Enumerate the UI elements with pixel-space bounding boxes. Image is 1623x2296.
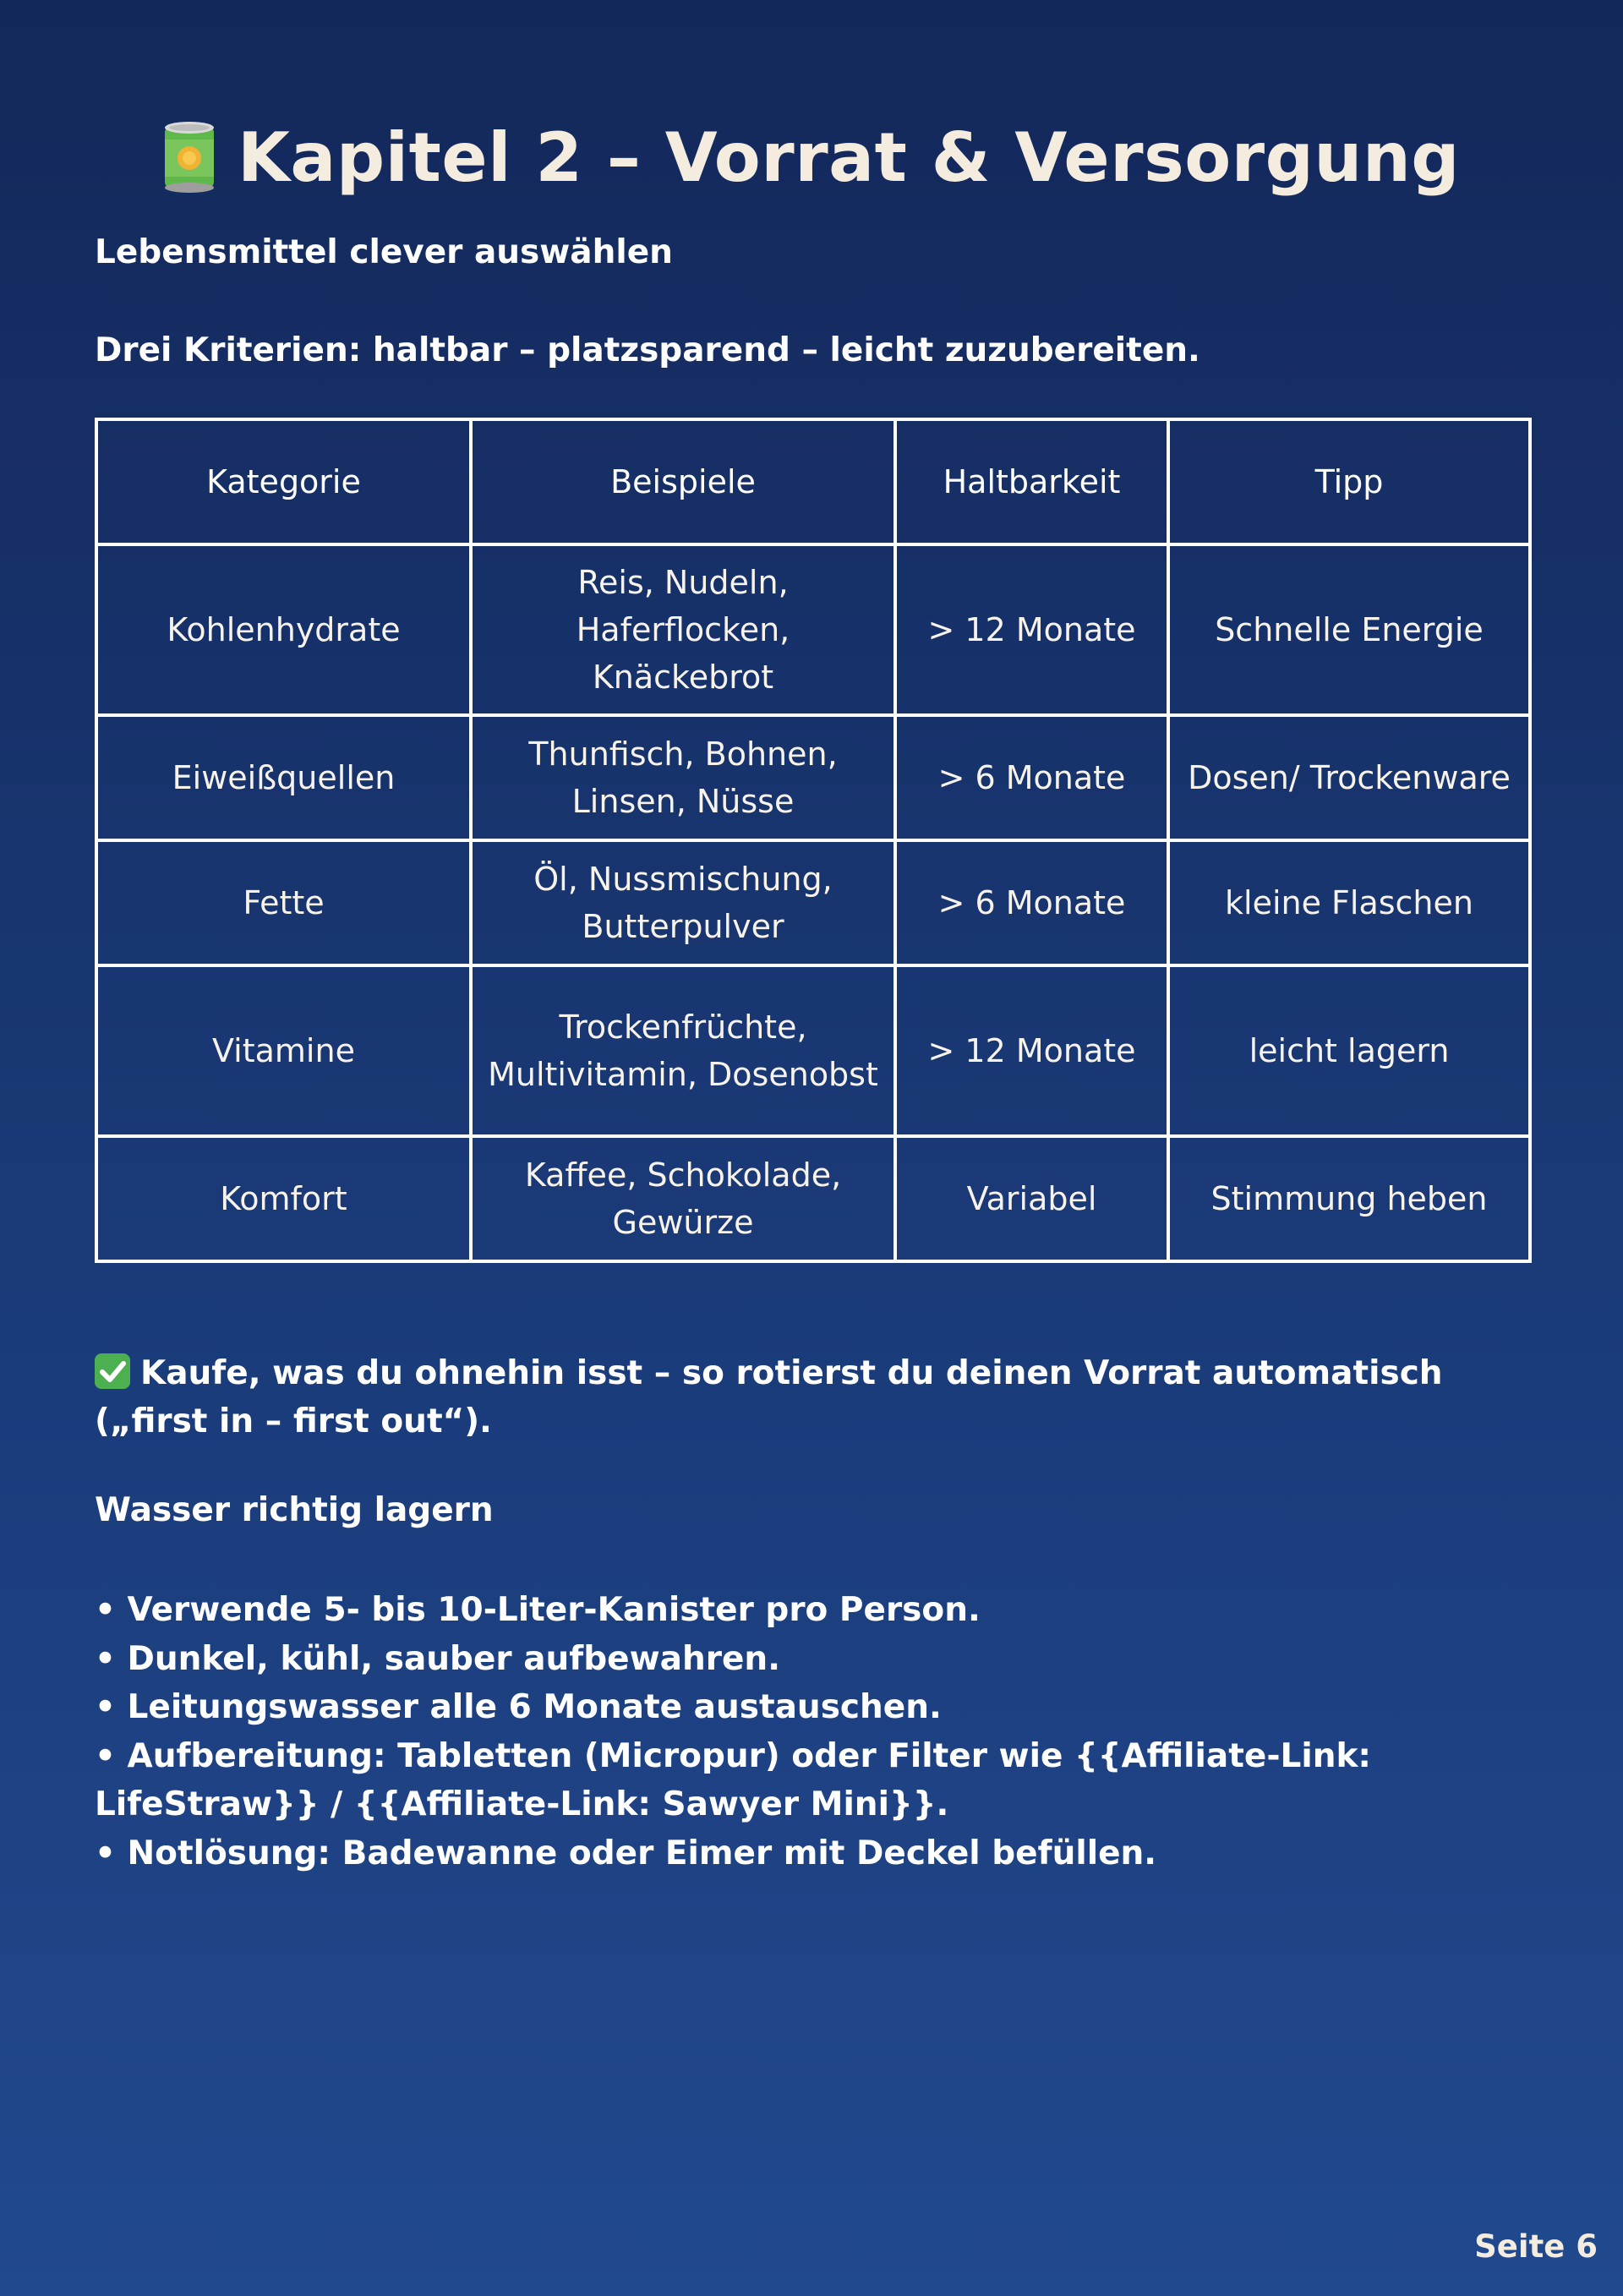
table-cell: Komfort [96, 1136, 471, 1261]
list-item: • Dunkel, kühl, sauber aufbewahren. [95, 1635, 1528, 1684]
table-cell: Trockenfrüchte, Multivitamin, Dosenobst [471, 965, 895, 1136]
table-cell: Thunfisch, Bohnen, Linsen, Nüsse [471, 715, 895, 840]
column-header-kategorie: Kategorie [96, 419, 471, 544]
table-cell: > 12 Monate [895, 544, 1168, 715]
table-cell: Stimmung heben [1168, 1136, 1530, 1261]
table-row [96, 840, 1530, 965]
table-row [96, 544, 1530, 715]
table-row [96, 715, 1530, 840]
water-storage-heading: Wasser richtig lagern [95, 1491, 494, 1529]
table-cell: Schnelle Energie [1168, 544, 1530, 715]
check-mark-icon [95, 1353, 130, 1389]
table-cell: Reis, Nudeln, Haferflocken, Knäckebrot [471, 544, 895, 715]
table-cell: > 6 Monate [895, 840, 1168, 965]
list-item: • Leitungswasser alle 6 Monate austauschen. [95, 1683, 1528, 1732]
food-table [95, 418, 1532, 1263]
canned-food-icon [163, 121, 216, 194]
list-item: • Verwende 5- bis 10-Liter-Kanister pro Person. [95, 1586, 1528, 1635]
column-header-tipp: Tipp [1168, 419, 1530, 544]
column-header-haltbarkeit: Haltbarkeit [895, 419, 1168, 544]
table-cell: leicht lagern [1168, 965, 1530, 1136]
table-cell: Dosen/ Trockenware [1168, 715, 1530, 840]
table-cell: Eiweißquellen [96, 715, 471, 840]
tip-text: Kaufe, was du ohnehin isst – so rotierst du deinen Vorrat automatisch („first in – first out“). [95, 1354, 1443, 1440]
chapter-title [95, 118, 1528, 197]
table-cell: Kohlenhydrate [96, 544, 471, 715]
table-row [96, 1136, 1530, 1261]
list-item: • Notlösung: Badewanne oder Eimer mit Deckel befüllen. [95, 1829, 1528, 1878]
table-cell: > 6 Monate [895, 715, 1168, 840]
column-header-beispiele: Beispiele [471, 419, 895, 544]
table-cell: > 12 Monate [895, 965, 1168, 1136]
table-header-row [96, 419, 1530, 544]
table-cell: Kaffee, Schokolade, Gewürze [471, 1136, 895, 1261]
tip-callout [95, 1349, 1528, 1446]
table-cell: Variabel [895, 1136, 1168, 1261]
chapter-title-text: Kapitel 2 – Vorrat & Versorgung [237, 118, 1461, 197]
page-number: Seite 6 [1474, 2228, 1598, 2265]
table-cell: kleine Flaschen [1168, 840, 1530, 965]
table-cell: Vitamine [96, 965, 471, 1136]
table-cell: Fette [96, 840, 471, 965]
criteria-text: Drei Kriterien: haltbar – platzsparend – leicht zuzubereiten. [95, 331, 1200, 369]
list-item: • Aufbereitung: Tabletten (Micropur) oder Filter wie {{Affiliate-Link: LifeStraw}} / {{Affiliate-Link: Sawyer Mini}}. [95, 1732, 1528, 1829]
food-selection-heading: Lebensmittel clever auswählen [95, 233, 673, 271]
table-row [96, 965, 1530, 1136]
table-cell: Öl, Nussmischung, Butterpulver [471, 840, 895, 965]
water-tips-list [95, 1586, 1528, 1878]
